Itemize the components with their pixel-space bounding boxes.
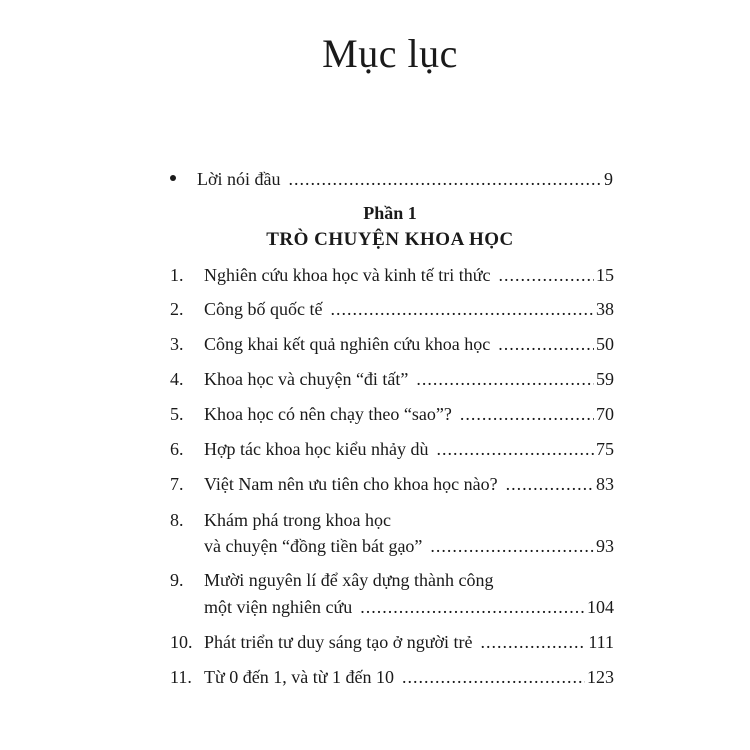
entry-page: 123 bbox=[587, 667, 614, 687]
toc-entry bbox=[170, 438, 614, 460]
entry-page: 93 bbox=[596, 536, 614, 556]
entry-title: Từ 0 đến 1, và từ 1 đến 10 bbox=[204, 667, 394, 687]
leader-dots bbox=[498, 264, 594, 286]
entry-title: Công bố quốc tế bbox=[204, 299, 323, 319]
toc-entry-preface bbox=[197, 168, 613, 190]
page-title: Mục lục bbox=[322, 31, 458, 76]
entry-number: 8. bbox=[170, 510, 184, 530]
entry-page: 75 bbox=[596, 439, 614, 459]
part-label: Phần 1 bbox=[363, 203, 417, 223]
toc-entry bbox=[170, 264, 614, 286]
entry-title-line1: Mười nguyên lí để xây dựng thành công bbox=[204, 570, 494, 590]
toc-entry bbox=[170, 368, 614, 390]
toc-entry bbox=[170, 403, 614, 425]
leader-dots bbox=[436, 438, 594, 460]
entry-number: 9. bbox=[170, 570, 184, 590]
entry-page: 70 bbox=[596, 404, 614, 424]
entry-title: Phát triển tư duy sáng tạo ở người trẻ bbox=[204, 632, 473, 652]
entry-title: Việt Nam nên ưu tiên cho khoa học nào? bbox=[204, 474, 498, 494]
toc-entry-line2 bbox=[204, 596, 614, 618]
toc-entry-line1 bbox=[170, 509, 614, 531]
entry-page: 50 bbox=[596, 334, 614, 354]
leader-dots bbox=[360, 596, 585, 618]
leader-dots bbox=[460, 403, 594, 425]
toc-entry bbox=[170, 631, 614, 653]
leader-dots bbox=[498, 333, 594, 355]
leader-dots bbox=[331, 298, 595, 320]
entry-page: 59 bbox=[596, 369, 614, 389]
leader-dots bbox=[402, 666, 585, 688]
entry-number: 10. bbox=[170, 632, 193, 652]
entry-title: Công khai kết quả nghiên cứu khoa học bbox=[204, 334, 491, 354]
entry-number: 3. bbox=[170, 334, 184, 354]
entry-page: 38 bbox=[596, 299, 614, 319]
entry-page: 83 bbox=[596, 474, 614, 494]
bullet-icon bbox=[170, 175, 176, 181]
entry-title: Khoa học có nên chạy theo “sao”? bbox=[204, 404, 452, 424]
entry-page: 15 bbox=[596, 265, 614, 285]
toc-entry bbox=[170, 666, 614, 688]
leader-dots bbox=[416, 368, 594, 390]
entry-title: Khoa học và chuyện “đi tất” bbox=[204, 369, 409, 389]
entry-title: Lời nói đầu bbox=[197, 169, 281, 189]
entry-title: Nghiên cứu khoa học và kinh tế tri thức bbox=[204, 265, 491, 285]
entry-number: 5. bbox=[170, 404, 184, 424]
entry-number: 7. bbox=[170, 474, 184, 494]
toc-entry bbox=[170, 298, 614, 320]
toc-entry bbox=[170, 473, 614, 495]
entry-number: 1. bbox=[170, 265, 184, 285]
entry-title-line2: một viện nghiên cứu bbox=[204, 597, 353, 617]
leader-dots bbox=[481, 631, 587, 653]
entry-number: 2. bbox=[170, 299, 184, 319]
toc-entry-line2 bbox=[204, 535, 614, 557]
leader-dots bbox=[289, 168, 602, 190]
entry-number: 6. bbox=[170, 439, 184, 459]
entry-title-line2: và chuyện “đồng tiền bát gạo” bbox=[204, 536, 423, 556]
entry-number: 11. bbox=[170, 667, 192, 687]
part-title: TRÒ CHUYỆN KHOA HỌC bbox=[266, 229, 514, 250]
entry-title: Hợp tác khoa học kiểu nhảy dù bbox=[204, 439, 429, 459]
leader-dots bbox=[506, 473, 594, 495]
entry-title-line1: Khám phá trong khoa học bbox=[204, 510, 391, 530]
entry-page: 104 bbox=[587, 597, 614, 617]
entry-page: 111 bbox=[588, 632, 614, 652]
entry-number: 4. bbox=[170, 369, 184, 389]
entry-page: 9 bbox=[604, 169, 613, 189]
toc-entry-line1 bbox=[170, 569, 614, 591]
toc-entry bbox=[170, 333, 614, 355]
leader-dots bbox=[430, 535, 594, 557]
